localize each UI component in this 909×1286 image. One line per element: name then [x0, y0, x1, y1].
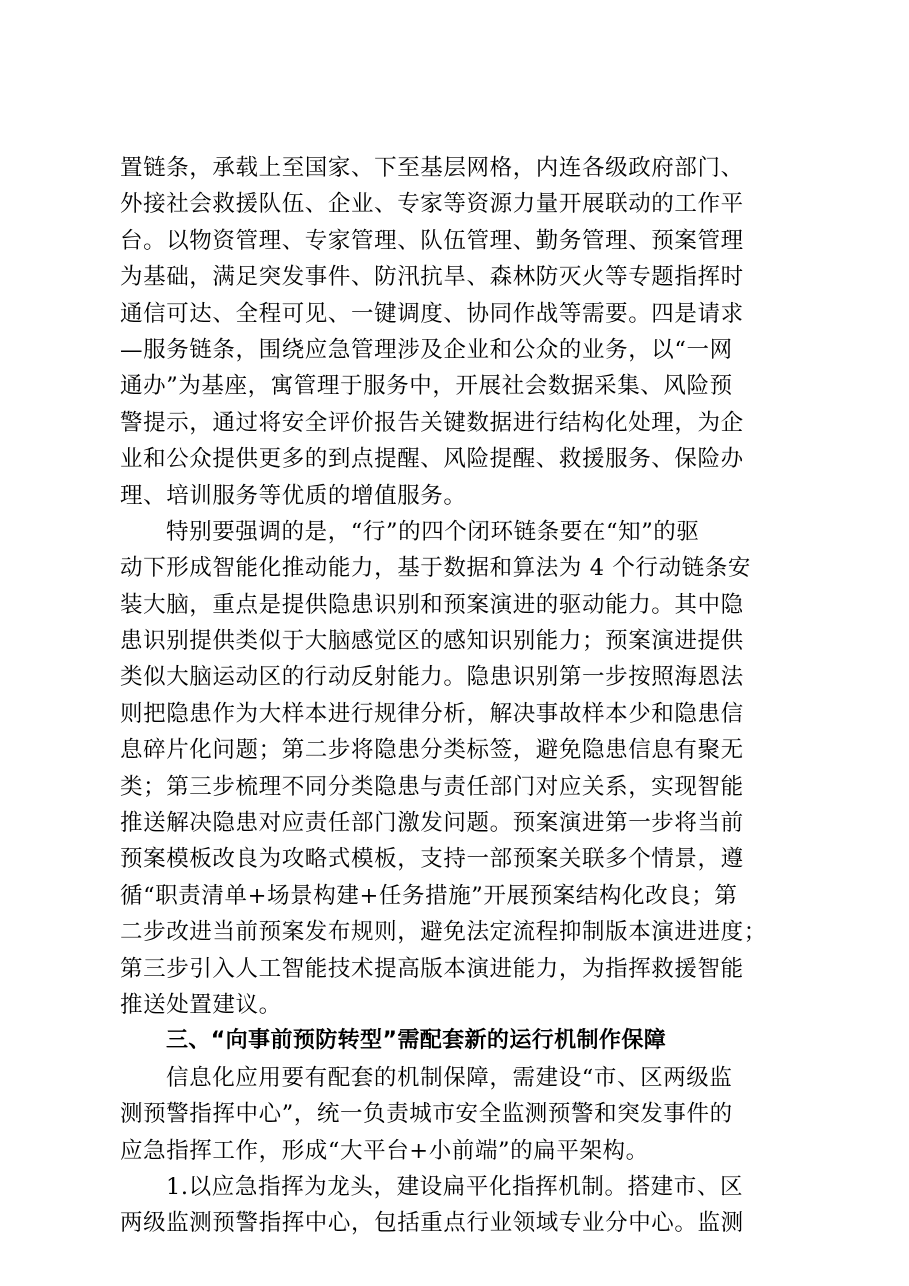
paragraph-line: 动下形成智能化推动能力，基于数据和算法为 4 个行动链条安	[120, 555, 752, 582]
section-heading: 三、“向事前预防转型”需配套新的运行机制作保障	[166, 1028, 667, 1054]
paragraph-line: 类似大脑运动区的行动反射能力。隐患识别第一步按照海恩法	[120, 664, 744, 691]
paragraph-line: 台。以物资管理、专家管理、队伍管理、勤务管理、预案管理	[120, 227, 744, 254]
paragraph-line: 装大脑，重点是提供隐患识别和预案演进的驱动能力。其中隐	[120, 591, 744, 618]
paragraph-line: 应急指挥工作，形成“大平台+小前端”的扁平架构。	[120, 1137, 649, 1164]
document-body	[120, 150, 810, 1242]
paragraph-line: 则把隐患作为大样本进行规律分析，解决事故样本少和隐患信	[120, 700, 744, 727]
paragraph-line: 通办”为基座，寓管理于服务中，开展社会数据采集、风险预	[120, 373, 733, 400]
paragraph-line: 通信可达、全程可见、一键调度、协同作战等需要。四是请求	[120, 300, 744, 327]
paragraph-line: 息碎片化问题；第二步将隐患分类标签，避免隐患信息有聚无	[120, 737, 744, 764]
paragraph-first-line: 信息化应用要有配套的机制保障，需建设“市、区两级监	[166, 1064, 733, 1091]
paragraph-line: 为基础，满足突发事件、防汛抗旱、森林防灭火等专题指挥时	[120, 264, 744, 291]
paragraph-line: —服务链条，围绕应急管理涉及企业和公众的业务，以“一网	[120, 336, 733, 363]
paragraph-line: 循“职责清单+场景构建+任务措施”开展预案结构化改良；第	[120, 882, 738, 909]
paragraph-line: 理、培训服务等优质的增值服务。	[120, 482, 467, 509]
paragraph-line: 测预警指挥中心”，统一负责城市安全监测预警和突发事件的	[120, 1101, 733, 1128]
paragraph-line: 业和公众提供更多的到点提醒、风险提醒、救援服务、保险办	[120, 446, 744, 473]
paragraph-line: 警提示，通过将安全评价报告关键数据进行结构化处理，为企	[120, 409, 744, 436]
paragraph-first-line: 特别要强调的是，“行”的四个闭环链条要在“知”的驱	[166, 518, 700, 545]
paragraph-line: 外接社会救援队伍、企业、专家等资源力量开展联动的工作平	[120, 191, 744, 218]
paragraph-line: 第三步引入人工智能技术提高版本演进能力，为指挥救援智能	[120, 955, 744, 982]
paragraph-line: 推送处置建议。	[120, 991, 282, 1018]
paragraph-line: 患识别提供类似于大脑感觉区的感知识别能力；预案演进提供	[120, 628, 744, 655]
paragraph-first-line: 1.以应急指挥为龙头，建设扁平化指挥机制。搭建市、区	[166, 1173, 744, 1200]
paragraph-line: 二步改进当前预案发布规则，避免法定流程抑制版本演进进度；	[120, 919, 767, 946]
paragraph-line: 预案模板改良为攻略式模板，支持一部预案关联多个情景，遵	[120, 846, 744, 873]
paragraph-line: 两级监测预警指挥中心，包括重点行业领域专业分中心。监测	[120, 1210, 744, 1237]
paragraph-line: 推送解决隐患对应责任部门激发问题。预案演进第一步将当前	[120, 810, 744, 837]
paragraph-line: 置链条，承载上至国家、下至基层网格，内连各级政府部门、	[120, 155, 744, 181]
paragraph-line: 类；第三步梳理不同分类隐患与责任部门对应关系，实现智能	[120, 773, 744, 800]
